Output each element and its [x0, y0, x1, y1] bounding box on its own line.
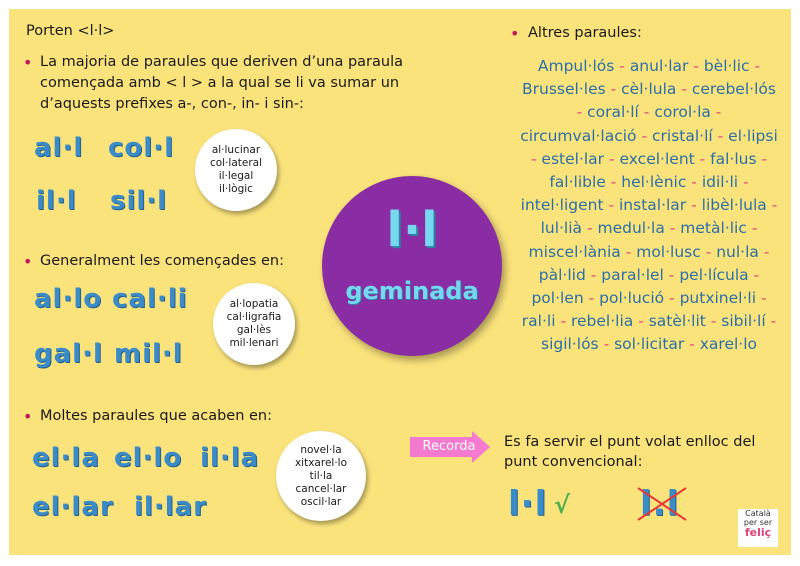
- word-item: circumval·lació: [520, 126, 637, 145]
- word-item: paral·lel: [601, 265, 664, 284]
- big-syllable: il·la: [200, 443, 260, 473]
- big-syllable: el·la: [32, 443, 100, 473]
- word-item: pol·lució: [599, 289, 665, 308]
- word-item: corol·la: [654, 103, 711, 122]
- word-separator: -: [604, 149, 620, 168]
- example-word: cancel·lar: [295, 482, 347, 495]
- word-separator: -: [605, 80, 622, 99]
- big-syllable: il·lar: [134, 492, 207, 522]
- word-item: instal·lar: [618, 196, 687, 215]
- word-separator: -: [620, 242, 637, 261]
- word-item: pel·lícula: [679, 265, 749, 284]
- word-item: lul·lià: [540, 219, 583, 238]
- word-separator: -: [748, 265, 760, 284]
- word-separator: -: [712, 126, 729, 145]
- example-word: cal·ligrafia: [226, 311, 282, 323]
- word-item: hel·lènic: [621, 173, 687, 192]
- word-separator: -: [555, 312, 571, 331]
- word-separator: -: [614, 57, 630, 75]
- word-separator: -: [663, 265, 680, 284]
- word-item: fal·lible: [549, 173, 606, 192]
- word-separator: -: [766, 196, 778, 215]
- word-separator: -: [756, 149, 768, 168]
- example-word: al·lopatia: [229, 298, 279, 310]
- word-item: pàl·lid: [538, 265, 586, 284]
- word-item: estel·lar: [541, 149, 605, 168]
- geminada-symbol: l·l: [386, 202, 438, 258]
- word-separator: -: [756, 289, 767, 308]
- word-item: miscel·lània: [528, 242, 621, 261]
- word-separator: -: [583, 289, 600, 308]
- word-item: idil·li: [701, 173, 739, 192]
- example-word: oscil·lar: [300, 495, 342, 508]
- word-item: fal·lus: [710, 149, 757, 168]
- word-separator: -: [705, 312, 722, 331]
- big-syllable: al·lo: [34, 284, 103, 314]
- word-separator: -: [605, 173, 622, 192]
- word-separator: -: [746, 219, 758, 238]
- word-separator: -: [664, 219, 681, 238]
- big-syllable: col·l: [108, 133, 174, 163]
- word-item: mol·lusc: [636, 242, 701, 261]
- word-item: putxinel·li: [679, 289, 757, 308]
- word-item: cerebel·lós: [691, 80, 776, 99]
- word-item: libèl·lula: [701, 196, 767, 215]
- word-separator: -: [638, 103, 655, 122]
- word-item: cèl·lula: [621, 80, 677, 99]
- big-syllable: el·lar: [32, 492, 114, 522]
- word-item: metàl·lic: [680, 219, 747, 238]
- logo-line: feliç: [744, 526, 772, 539]
- example-word: al·lucinar: [211, 144, 261, 156]
- word-separator: -: [530, 149, 542, 168]
- word-separator: -: [603, 196, 619, 215]
- word-item: intel·ligent: [520, 196, 604, 215]
- section1-text-line2: començada amb < l > a la qual se li va sumar un: [40, 75, 400, 91]
- example-word: til·la: [309, 469, 333, 482]
- example-word: xitxarel·lo: [294, 456, 348, 469]
- word-separator: -: [710, 103, 722, 122]
- cross-icon: [634, 484, 690, 524]
- logo: [738, 509, 778, 547]
- big-syllable: sil·l: [110, 186, 168, 216]
- example-word: il·legal: [218, 170, 254, 182]
- geminada-circle: [322, 176, 502, 356]
- word-item: Ampul·lós: [537, 57, 615, 75]
- logo-line: per ser: [743, 518, 773, 527]
- logo-line: Català: [745, 509, 771, 518]
- word-separator: -: [694, 149, 711, 168]
- word-item: sol·licitar: [614, 335, 685, 354]
- section1-text-line1: La majoria de paraules que deriven d’una paraula: [40, 54, 404, 70]
- recorda-label: Recorda: [422, 439, 476, 454]
- word-separator: -: [598, 335, 615, 354]
- geminada-label: geminada: [345, 277, 479, 305]
- word-item: sigil·lós: [541, 335, 599, 354]
- word-item: satèl·lit: [648, 312, 706, 331]
- big-syllable: mil·l: [114, 339, 183, 369]
- section3-text: Moltes paraules que acaben en:: [40, 408, 273, 424]
- section2-text: Generalment les començades en:: [40, 253, 285, 269]
- example-word: novel·la: [300, 443, 342, 456]
- word-separator: -: [633, 312, 649, 331]
- word-separator: -: [700, 242, 717, 261]
- example-word: il·lògic: [219, 183, 253, 195]
- page-title: Porten <l·l>: [26, 23, 115, 39]
- bullet-icon: •: [23, 53, 33, 72]
- word-item: excel·lent: [619, 149, 695, 168]
- example-word: col·lateral: [209, 157, 263, 169]
- bullet-icon: •: [510, 24, 520, 43]
- bullet-icon: •: [23, 252, 33, 271]
- word-separator: -: [765, 312, 777, 331]
- word-list: [518, 55, 780, 357]
- word-item: nul·la: [716, 242, 759, 261]
- word-item: pol·len: [531, 289, 584, 308]
- examples-circle: [213, 283, 295, 365]
- word-separator: -: [686, 196, 702, 215]
- word-separator: -: [582, 219, 598, 238]
- word-item: rebel·lia: [570, 312, 634, 331]
- word-separator: -: [585, 265, 602, 284]
- examples-circle: [195, 129, 277, 211]
- word-item: el·lipsi: [728, 126, 778, 145]
- big-syllable: gal·l: [34, 339, 103, 369]
- word-item: xarel·lo: [699, 335, 757, 354]
- word-separator: -: [664, 289, 680, 308]
- word-item: Brussel·les: [522, 80, 606, 99]
- word-separator: -: [688, 57, 704, 75]
- word-item: anul·lar: [629, 57, 689, 75]
- word-separator: -: [749, 57, 761, 75]
- word-item: bèl·lic: [703, 57, 750, 75]
- bullet-icon: •: [23, 407, 33, 426]
- word-separator: -: [636, 126, 652, 145]
- section1-text-line3: d’aquests prefixes a-, con-, in- i sin-:: [40, 96, 304, 112]
- word-item: coral·lí: [587, 103, 639, 122]
- big-syllable: il·l: [36, 186, 77, 216]
- word-separator: -: [676, 80, 692, 99]
- word-item: sibil·lí: [721, 312, 766, 331]
- big-syllable: el·lo: [114, 443, 183, 473]
- word-separator: -: [738, 173, 749, 192]
- example-word: gal·lès: [236, 324, 272, 336]
- big-syllable: al·l: [34, 133, 84, 163]
- check-icon: √: [554, 491, 571, 519]
- word-item: cristal·lí: [652, 126, 713, 145]
- recorda-arrow: [410, 431, 490, 463]
- example-word: mil·lenari: [229, 337, 279, 349]
- word-separator: -: [684, 335, 700, 354]
- examples-circle: [276, 431, 366, 521]
- correct-example: l·l: [508, 484, 548, 524]
- word-separator: -: [758, 242, 770, 261]
- word-separator: -: [686, 173, 702, 192]
- altres-title: Altres paraules:: [528, 25, 642, 41]
- word-item: ral·li: [521, 312, 556, 331]
- word-separator: -: [576, 103, 588, 122]
- wrong-example: l.l: [640, 484, 680, 524]
- big-syllable: cal·li: [112, 284, 188, 314]
- recorda-text-line2: punt convencional:: [504, 454, 643, 470]
- word-item: medul·la: [597, 219, 665, 238]
- recorda-text-line1: Es fa servir el punt volat enlloc del: [504, 434, 756, 450]
